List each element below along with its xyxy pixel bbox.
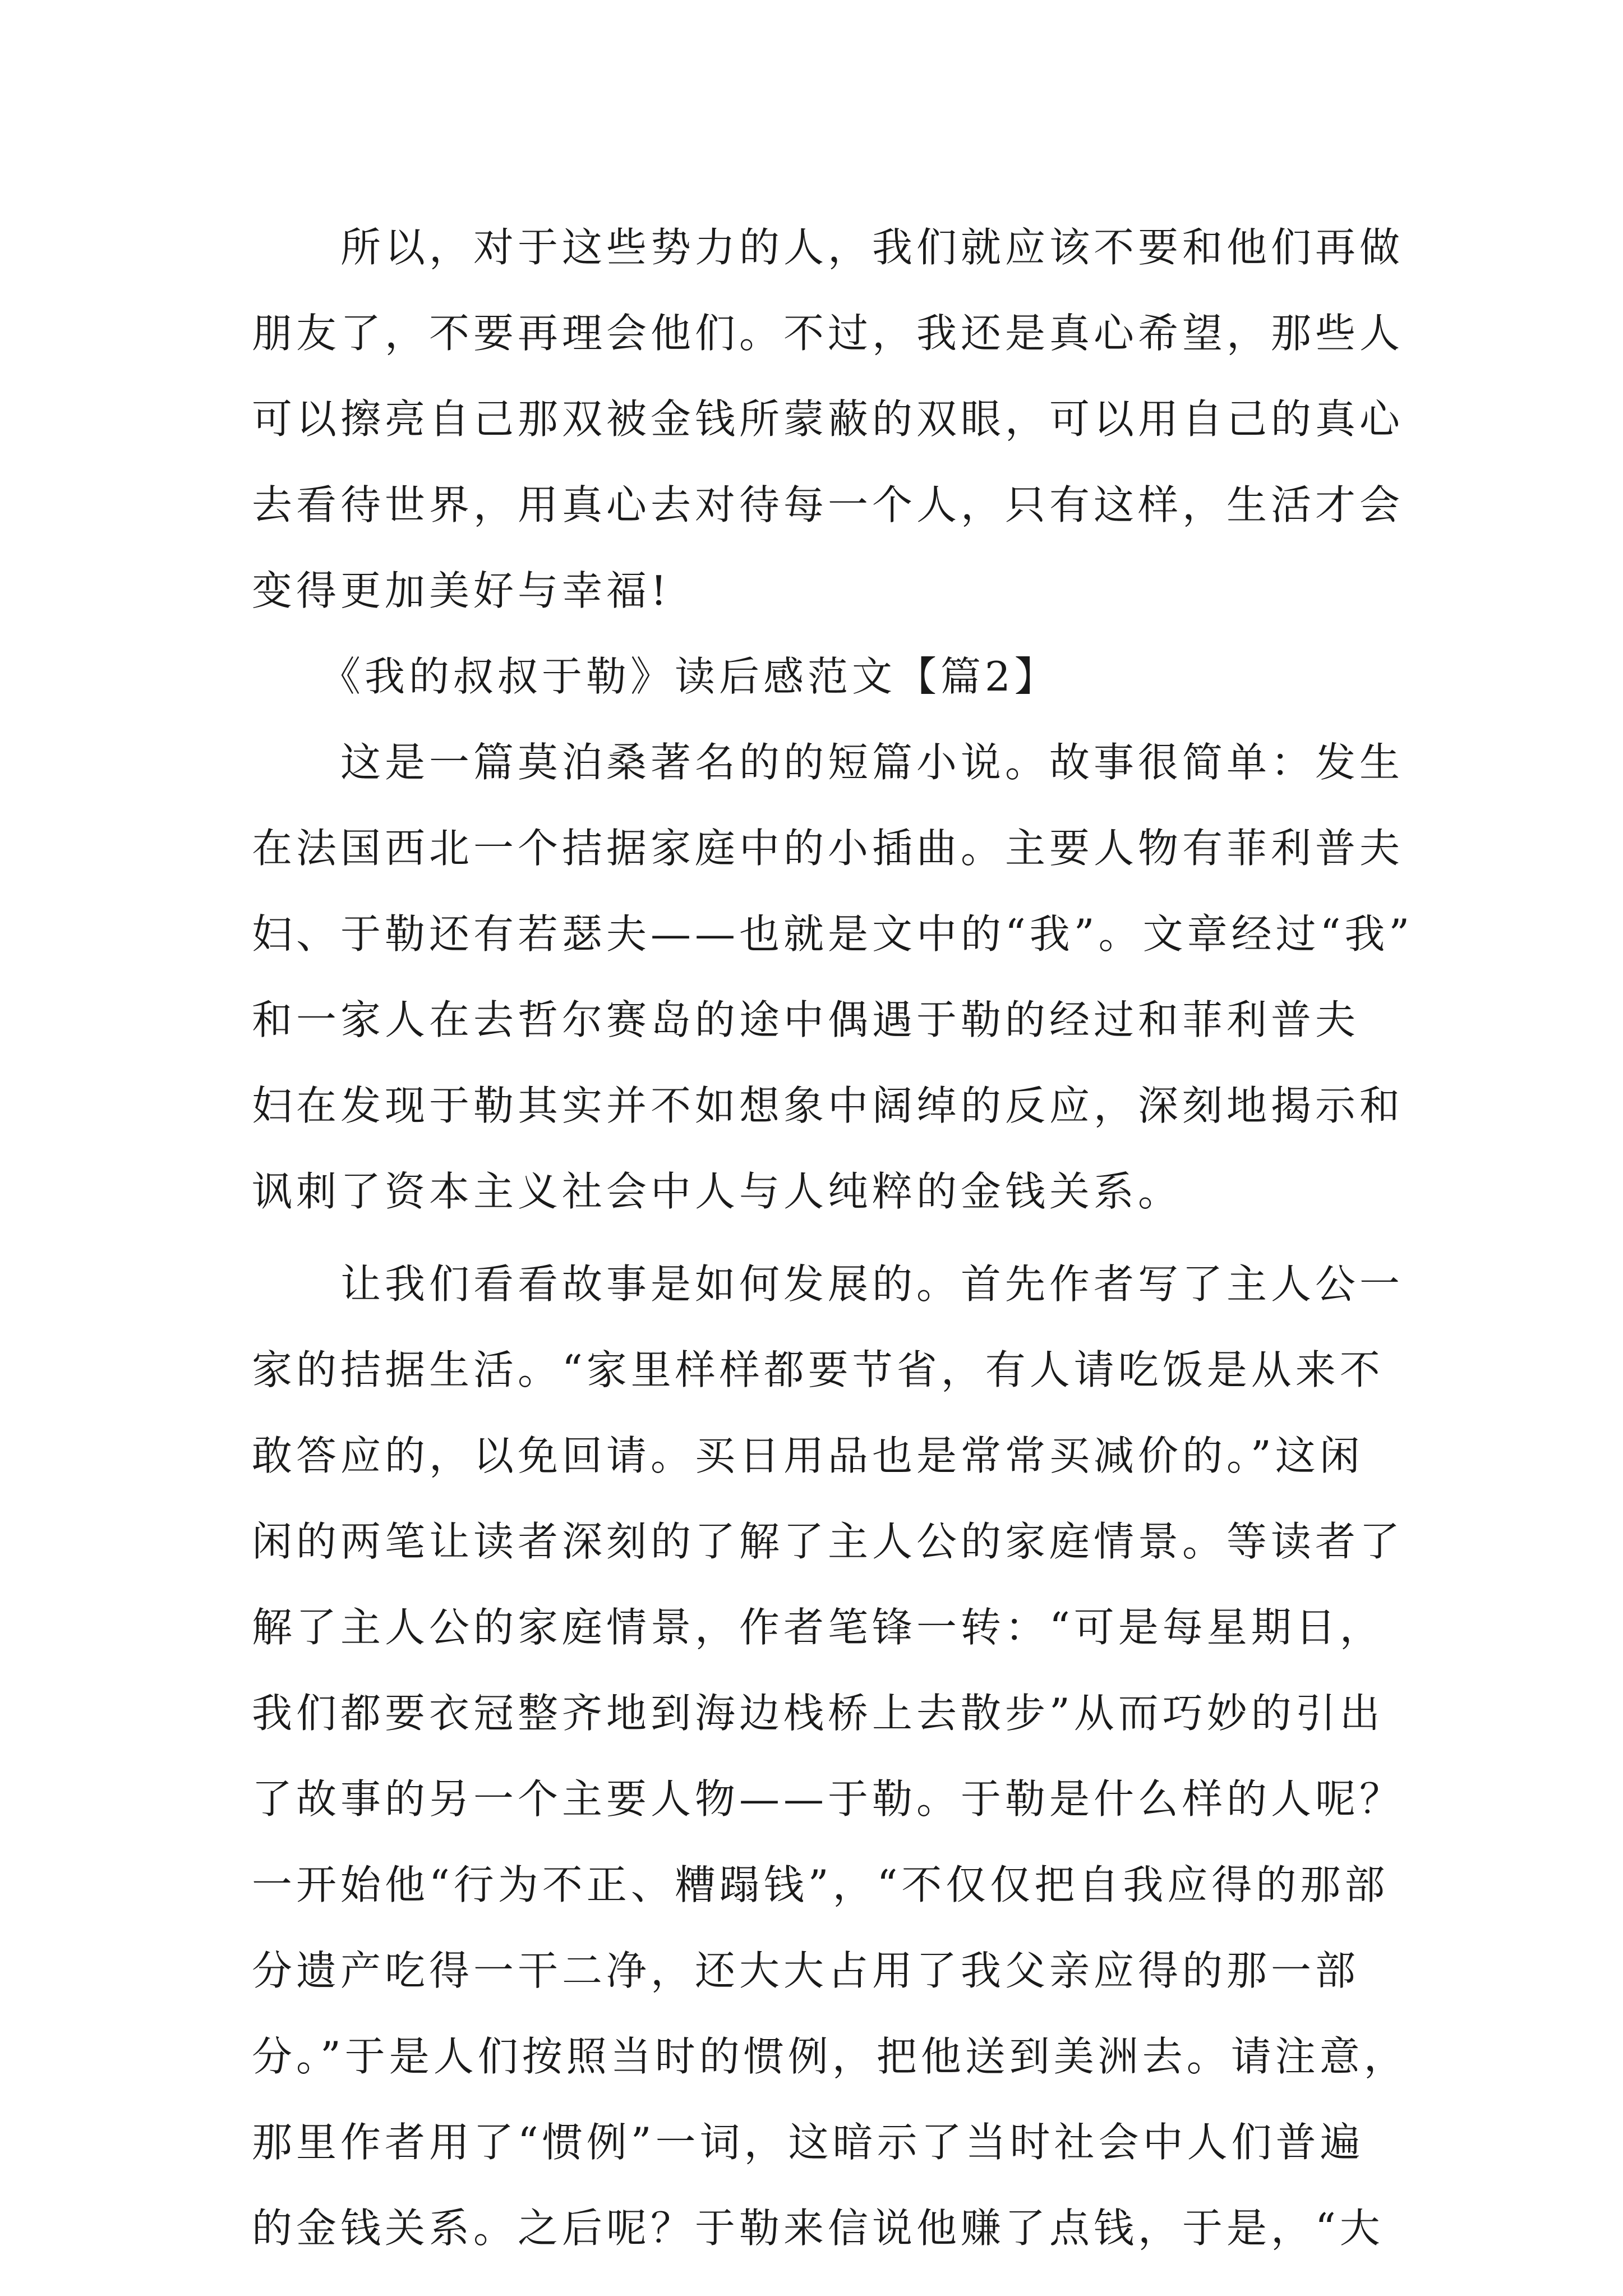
text-line: 妇、于勒还有若瑟夫——也就是文中的“我”。文章经过“我” bbox=[252, 910, 1414, 958]
text-line: 去看待世界，用真心去对待每一个人，只有这样，生活才会 bbox=[252, 481, 1404, 528]
text-line: 一开始他“行为不正、糟蹋钱”，“不仅仅把自我应得的那部 bbox=[252, 1861, 1389, 1908]
text-line: 家的拮据生活。“家里样样都要节省，有人请吃饭是从来不 bbox=[252, 1346, 1384, 1393]
section-heading: 《我的叔叔于勒》读后感范文【篇2】 bbox=[252, 653, 1059, 700]
text-line: 在法国西北一个拮据家庭中的小插曲。主要人物有菲利普夫 bbox=[252, 825, 1404, 872]
text-line: 我们都要衣冠整齐地到海边栈桥上去散步”从而巧妙的引出 bbox=[252, 1690, 1384, 1737]
text-line: 变得更加美好与幸福! bbox=[252, 567, 671, 614]
text-line: 闲的两笔让读者深刻的了解了主人公的家庭情景。等读者了 bbox=[252, 1518, 1404, 1565]
document-body bbox=[252, 205, 1414, 2271]
text-line: 朋友了，不要再理会他们。不过，我还是真心希望，那些人 bbox=[252, 310, 1404, 357]
text-line: 分。”于是人们按照当时的惯例，把他送到美洲去。请注意， bbox=[252, 2033, 1408, 2080]
text-line: 让我们看看故事是如何发展的。首先作者写了主人公一 bbox=[252, 1260, 1404, 1308]
text-line: 妇在发现于勒其实并不如想象中阔绰的反应，深刻地揭示和 bbox=[252, 1082, 1404, 1129]
text-line: 那里作者用了“惯例”一词，这暗示了当时社会中人们普遍 bbox=[252, 2119, 1364, 2166]
text-line: 的金钱关系。之后呢？于勒来信说他赚了点钱，于是，“大 bbox=[252, 2205, 1384, 2252]
text-line: 可以擦亮自己那双被金钱所蒙蔽的双眼，可以用自己的真心 bbox=[252, 395, 1404, 443]
text-line: 了故事的另一个主要人物——于勒。于勒是什么样的人呢？ bbox=[252, 1775, 1404, 1823]
text-line: 敢答应的，以免回请。买日用品也是常常买减价的。”这闲 bbox=[252, 1432, 1364, 1479]
text-line: 这是一篇莫泊桑著名的的短篇小说。故事很简单：发生 bbox=[252, 739, 1404, 786]
text-line: 分遗产吃得一干二净，还大大占用了我父亲应得的那一部 bbox=[252, 1947, 1360, 1994]
text-line: 所以，对于这些势力的人，我们就应该不要和他们再做 bbox=[252, 224, 1404, 271]
text-line: 解了主人公的家庭情景，作者笔锋一转：“可是每星期日， bbox=[252, 1604, 1384, 1651]
text-line: 讽刺了资本主义社会中人与人纯粹的金钱关系。 bbox=[252, 1168, 1183, 1215]
text-line: 和一家人在去哲尔赛岛的途中偶遇于勒的经过和菲利普夫 bbox=[252, 996, 1360, 1043]
paragraph-spacer bbox=[252, 1235, 1407, 1241]
